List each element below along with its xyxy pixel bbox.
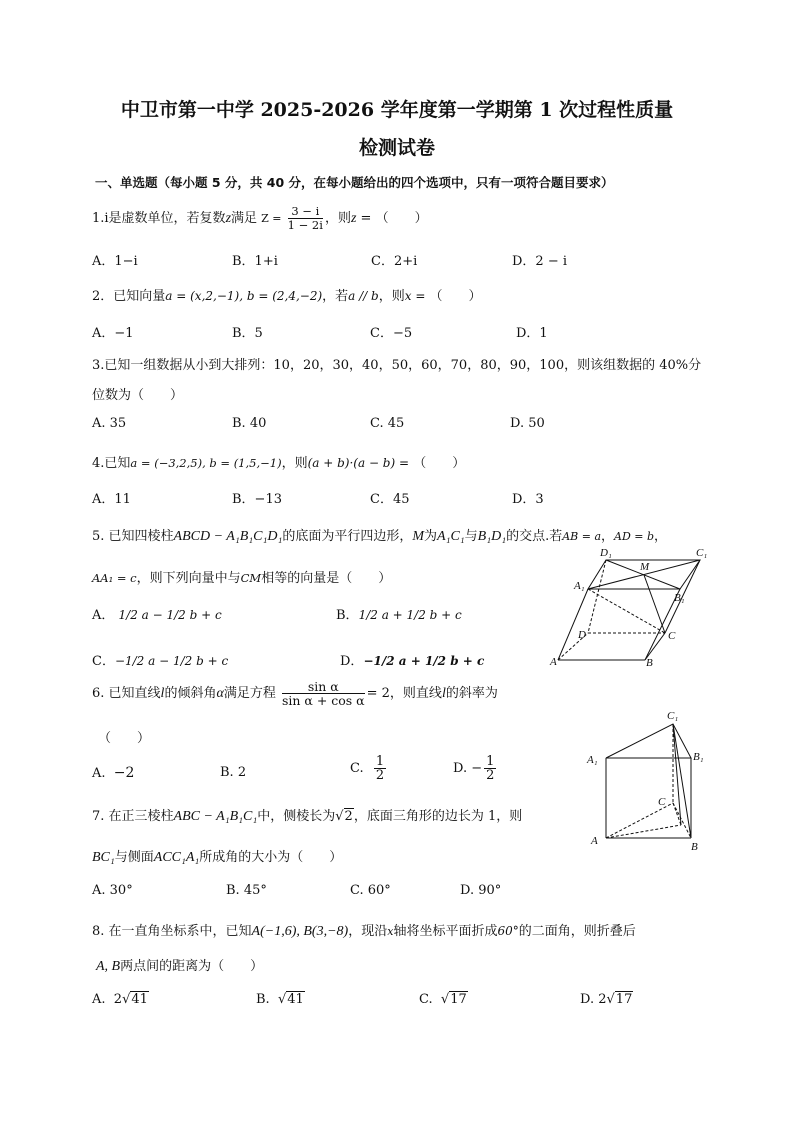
q5-b-expr: 1/2 a + 1/2 b + c [358,608,462,622]
q7-text3: ，底面三角形的边长为 1，则 [353,809,523,824]
q5-c-expr: −1/2 a − 1/2 b + c [114,654,229,668]
question-6 [92,680,498,707]
q4-option-d: D．3 [512,492,544,507]
q5-option-d [340,650,484,669]
q7-bc1: BC₁ [92,850,115,865]
q6-d-sign: − [471,761,483,776]
q1-var2: z [350,211,357,226]
q4-text: 4.已知 [92,456,131,471]
question-8-line1 [92,920,636,940]
q6-d-num: 1 [486,754,495,769]
q4-option-c: C．45 [370,492,410,507]
q3-option-d: D. 50 [510,416,545,431]
q5-d-label: D． [340,654,364,669]
question-1 [92,205,428,232]
question-5-line1 [92,525,667,545]
q5-text3: 为 [424,529,438,544]
q7-prism: ABC − A₁B₁C₁ [173,809,258,824]
q2-parallel: a // b [348,289,379,303]
q2-vectors: a = (x,2,−1), b = (2,4,−2) [165,289,323,303]
q1-text2: 满足 [231,211,258,226]
q1-option-d: D．2 − i [512,254,568,269]
fig7-label-a1: A₁ [587,754,598,766]
q8-angle: 60° [497,924,519,938]
q5-a-expr: 1/2 a − 1/2 b + c [118,608,222,622]
q4-end: （ ） [413,456,466,471]
q6-text: 6. 已知直线 [92,686,161,701]
q6-text4: ，则直线 [389,686,442,701]
q8-d-label: D. 2 [580,992,607,1007]
q8-c-radicand: 17 [450,992,467,1007]
q8-option-c: C. √17 [419,992,467,1007]
q6-text3: 满足方程 [223,686,276,701]
q8-text4: 的二面角，则折叠后 [518,924,636,939]
question-3-line1: 3.已知一组数据从小到大排列：10，20，30，40，50，60，70，80，90，100，则该组数据的 40%分 [92,358,702,373]
q1-var: z [225,211,232,226]
q8-text3: 轴将坐标平面折成 [393,924,498,939]
fig5-label-a: A [550,656,557,668]
q1-num: 3 − i [288,205,323,219]
q1-option-c: C．2+i [371,254,418,269]
q8-a-radicand: 41 [131,992,148,1007]
q6-a-value: −2 [113,765,135,781]
q1-text: 1.i是虚数单位，若复数 [92,211,226,226]
q8-option-b: B. √41 [256,992,304,1007]
q8-text5: 两点间的距离为（ ） [120,959,264,974]
q5-option-c [92,650,228,669]
fig5-label-c: C [668,630,676,642]
question-5-line2 [92,567,391,586]
q7-text5: 所成角的大小为（ ） [199,850,343,865]
q8-points: A(−1,6), B(3,−8) [251,924,349,939]
q6-option-c [350,755,388,782]
q5-c-label: C． [92,654,115,669]
q1-option-b: B．1+i [232,254,278,269]
q8-text: 8. 在一直角坐标系中，已知 [92,924,252,939]
q6-paren: （ ） [98,731,151,746]
q5-b1d1: B₁D₁ [477,529,507,544]
q6-line-l2: l [441,686,446,701]
q7-option-b: B. 45° [226,883,267,898]
q6-option-b: B. 2 [220,765,247,780]
q6-d-label: D. [453,761,468,776]
figure-parallelepiped [550,545,708,670]
q6-d-fraction [484,755,496,782]
question-7-line2 [92,846,342,866]
q6-den: sin α + cos α [281,693,365,708]
q5-option-b [336,604,462,623]
q8-b-radicand: 41 [287,992,304,1007]
q5-vector-aa1: AA₁ = c [92,571,137,585]
fig7-label-b: B [691,841,698,853]
q7-face: ACC₁A₁ [153,850,200,865]
figure-triangular-prism [585,705,715,855]
q4-option-b: B．−13 [232,492,282,507]
page-title-line2: 检测试卷 [358,137,435,159]
q6-c-num: 1 [375,754,385,769]
q6-num: sin α [282,680,365,694]
fig5-label-a1: A₁ [574,580,585,592]
q2-option-d: D．1 [516,326,548,341]
section-heading: 一、单选题（每小题 5 分，共 40 分，在每小题给出的四个选项中，只有一项符合题目要求） [95,175,614,190]
q5-vector-ab: AB = a [562,530,602,543]
q3-option-a: A. 35 [92,416,127,431]
question-3-line2: 位数为（ ） [92,388,184,403]
q6-fraction [282,680,365,707]
fig5-label-b1: B₁ [674,592,685,604]
q8-text2: ，现沿 [348,924,388,939]
q5-d-expr: −1/2 a + 1/2 b + c [363,654,485,668]
q1-end: = （ ） [360,211,428,226]
fig5-label-m: M [640,561,650,573]
q5-a-label: A． [92,608,115,623]
question-7-line1: 7. 在正三棱柱ABC − A₁B₁C₁中，侧棱长为√2，底面三角形的边长为 1，则 [92,809,523,824]
q4-dot-product: (a + b)·(a − b) = [307,456,410,470]
q2-text: 2．已知向量 [92,289,166,304]
q7-option-d: D. 90° [460,883,502,898]
q5-text: 5. 已知四棱柱 [92,529,174,544]
q8-option-a: A. 2√41 [92,992,148,1007]
fig7-label-c1: C₁ [667,710,679,722]
q5-text4: 与 [464,529,478,544]
q4-vectors: a = (−3,2,5), b = (1,5,−1) [130,456,282,470]
q6-alpha: α [216,686,224,701]
q8-c-label: C. [419,992,433,1007]
fig5-label-d1: D₁ [600,547,612,559]
q5-comma: ， [601,529,615,544]
q6-option-d [453,755,498,782]
q2-option-b: B．5 [232,326,263,341]
q8-d-radicand: 17 [615,992,633,1007]
q6-c-fraction [374,755,386,782]
fig7-label-c: C [658,796,666,808]
q6-a-label: A. [92,766,106,781]
q8-a-label: A. [92,992,106,1007]
fig5-label-c1: C₁ [696,547,708,559]
q3-option-c: C. 45 [370,416,405,431]
q7-text2: 中，侧棱长为 [257,809,336,824]
q1-text3: ，则 [324,211,351,226]
q2-text3: ，则 [378,289,405,304]
q8-option-d: D. 2√17 [580,992,633,1007]
q5-vector-ad: AD = b [614,530,655,543]
q6-text2: 的倾斜角 [164,686,217,701]
q8-ab: A, B [96,959,121,974]
fig7-label-b1: B₁ [693,751,704,763]
q4-text2: ，则 [281,456,308,471]
q1-den: 1 − 2i [287,218,323,232]
q2-end: （ ） [429,289,482,304]
q6-option-a [92,765,134,781]
q6-equals: = 2 [366,686,390,701]
q5-vector-cm: CM [240,571,262,585]
q2-text2: ，若 [322,289,349,304]
q5-b-label: B． [336,608,359,623]
page-title-line1: 中卫市第一中学 2025-2026 学年度第一学期第 1 次过程性质量 [120,99,674,121]
q6-c-den: 2 [375,768,385,783]
q1-option-a: A．1−i [92,254,138,269]
q6-text5: 的斜率为 [445,686,498,701]
q5-comma2: ， [654,529,668,544]
q5-prism: ABCD − A₁B₁C₁D₁ [173,529,283,544]
q7-text: 7. 在正三棱柱 [92,809,174,824]
q1-fraction [288,205,323,232]
question-2 [92,285,482,304]
q5-a1c1: A₁C₁ [437,529,465,544]
question-4 [92,452,465,471]
q7-option-c: C. 60° [350,883,391,898]
question-8-line2 [96,955,263,975]
q2-option-c: C．−5 [370,326,413,341]
fig5-label-d: D [578,629,586,641]
q7-sqrt2: 2 [344,809,353,824]
q8-a-coef: 2 [113,992,123,1007]
q5-point-m: M [412,529,425,544]
fig5-label-b: B [646,657,653,669]
q5-text2: 的底面为平行四边形， [282,529,413,544]
q6-line-l: l [160,686,165,701]
q2-var: x = [404,289,426,303]
q4-option-a: A．11 [92,492,131,507]
q7-option-a: A. 30° [92,883,133,898]
q6-d-den: 2 [486,768,495,783]
q8-x-axis: x [387,925,394,938]
q3-option-b: B. 40 [232,416,267,431]
q2-option-a: A．−1 [92,326,134,341]
q5-text7: 相等的向量是（ ） [261,571,392,586]
q8-b-label: B. [256,992,270,1007]
fig7-label-a: A [591,835,598,847]
q5-option-a [92,604,222,623]
q5-text6: ，则下列向量中与 [136,571,241,586]
q1-eq: Z = [261,212,282,225]
q6-c-label: C. [350,761,364,776]
q5-text5: 的交点.若 [506,529,563,544]
q7-text4: 与侧面 [114,850,154,865]
